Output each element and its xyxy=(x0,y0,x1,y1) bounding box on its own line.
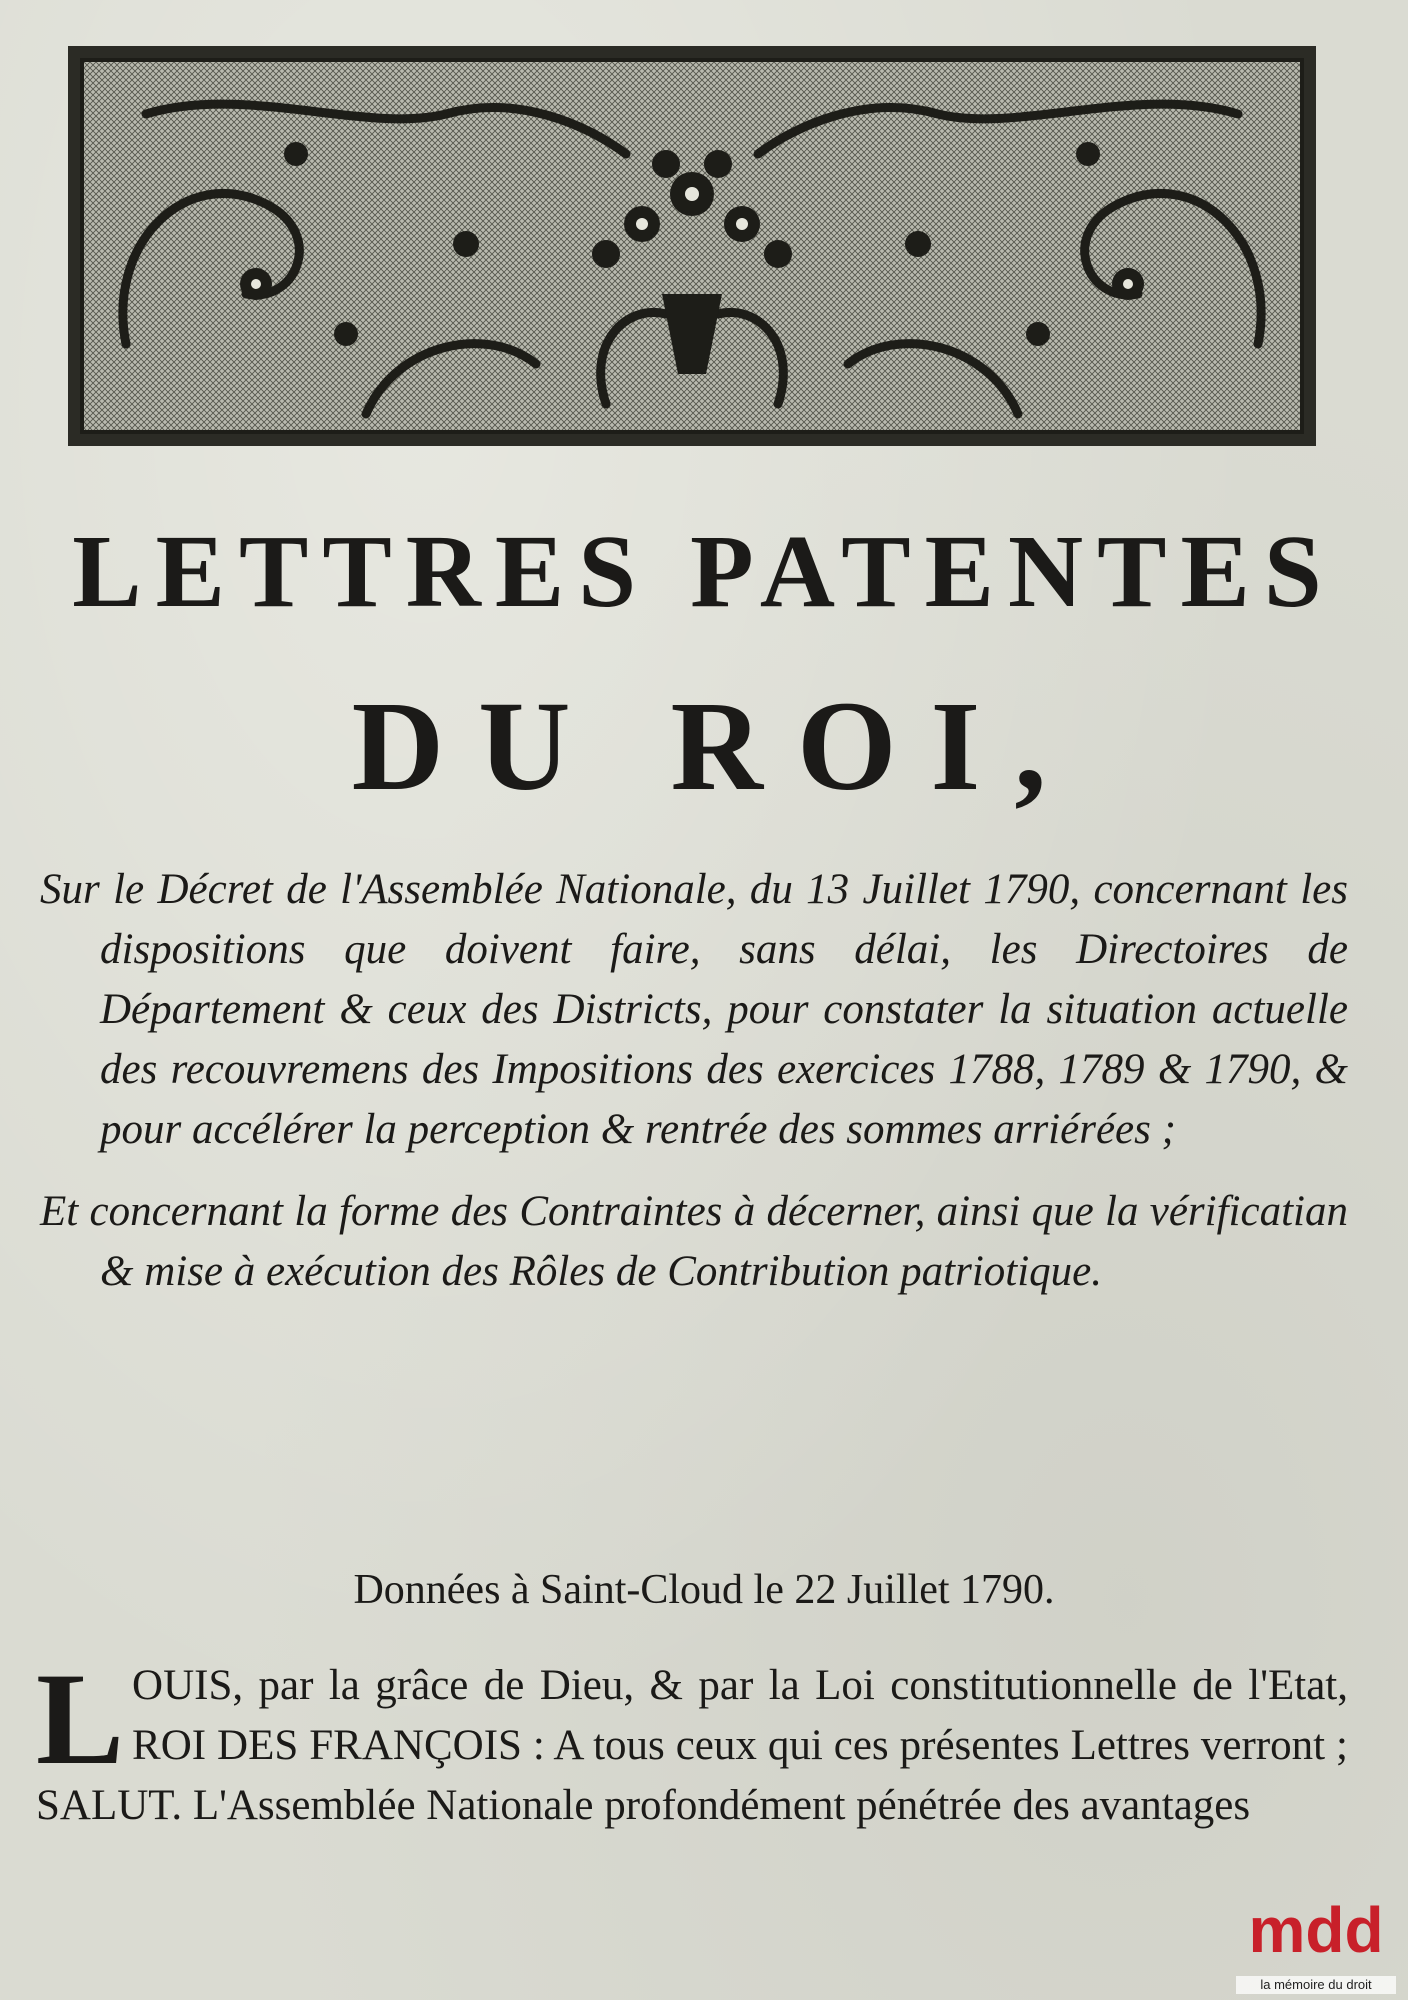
title-du-roi: DU ROI, xyxy=(351,675,1081,817)
drop-cap: L xyxy=(36,1645,125,1792)
decree-paragraph-2: Et concernant la forme des Contraintes à décerner, ainsi que la vérificatian & mise à exécution des Rôles de Contribution patriotique. xyxy=(40,1188,1348,1295)
mdd-logo-mark xyxy=(1236,1876,1396,1972)
given-at-line: Données à Saint-Cloud le 22 Juillet 1790. xyxy=(353,1567,1055,1613)
logo-caption: la mémoire du droit xyxy=(1236,1976,1396,1994)
woodcut-ornament-banner xyxy=(66,44,1318,448)
decree-summary xyxy=(40,860,1348,1302)
body-paragraph: OUIS, par la grâce de Dieu, & par la Loi constitutionnelle de l'Etat, ROI DES FRANÇOIS : A tous ceux qui ces présentes Lettres verront ; SALUT. L'Assemblée Nationale profondément pénétrée des avantages xyxy=(36,1662,1348,1829)
mdd-logo xyxy=(1236,1876,1396,1994)
decree-paragraph-1: Sur le Décret de l'Assemblée Nationale, du 13 Juillet 1790, concernant les dispositions que doivent faire, sans délai, les Directoires de Département & ceux des Districts, pour constater la situation actuelle des recouvremens des Impositions des exercices 1788, 1789 & 1790, & pour accélérer la perception & rentrée des sommes arriérées ; xyxy=(40,866,1348,1153)
body-text xyxy=(36,1645,1348,1836)
svg-text:mdd: mdd xyxy=(1248,1894,1384,1966)
title-lettres-patentes: LETTRES PATENTES xyxy=(72,514,1336,629)
